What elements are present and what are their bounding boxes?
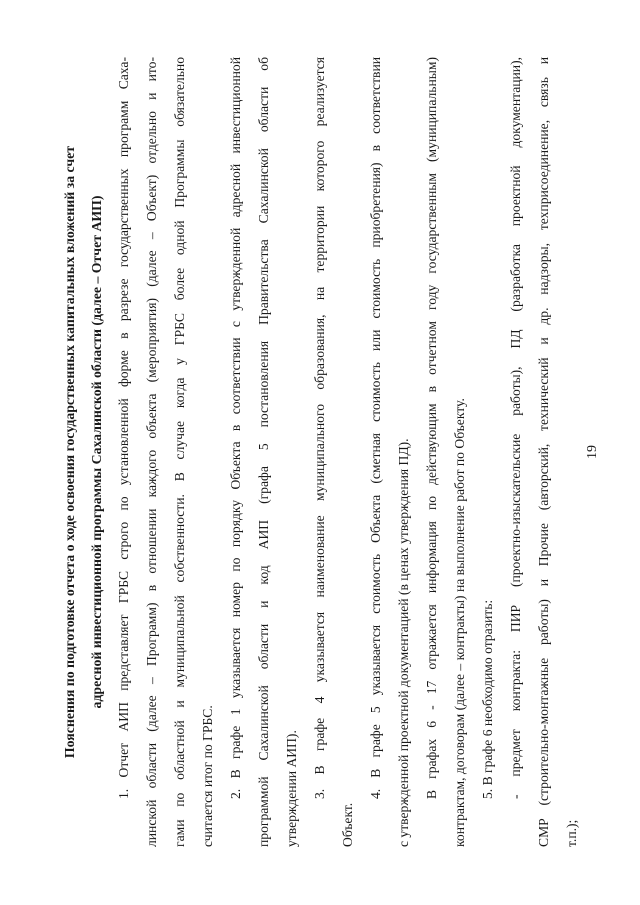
- paragraph-line: Объект.: [340, 802, 355, 847]
- paragraph-line: - предмет контракта: ПИР (проектно-изыскательские работы), ПД (разработка проектной документации),: [508, 57, 523, 799]
- page-number: 19: [585, 445, 600, 459]
- paragraph-line: В графах 6 - 17 отражается информация по действующим в отчетном году государственным (муниципальным): [424, 57, 439, 799]
- paragraph-line: контрактам, договорам (далее – контракты) на выполнение работ по Объекту.: [452, 398, 467, 847]
- document-title: [56, 57, 110, 847]
- title-line-1: Пояснения по подготовке отчета о ходе освоения государственных капитальных вложений за счет: [62, 145, 77, 759]
- paragraph-line: 5. В графе 6 необходимо отразить:: [480, 599, 495, 799]
- paragraph-line: с утвержденной проектной документацией (в ценах утверждения ПД).: [396, 438, 411, 847]
- rotated-content: [20, 37, 620, 867]
- paragraph-5: [418, 57, 474, 847]
- paragraph-line: гами по областной и муниципальной собственности. В случае когда у ГРБС более одной Программы обязательно: [172, 57, 187, 847]
- paragraph-1: [110, 57, 222, 847]
- paragraph-line: т.п.);: [564, 819, 579, 847]
- paragraph-line: утверждении АИП).: [284, 730, 299, 847]
- paragraph-line: 1. Отчет АИП представляет ГРБС строго по установленной форме в разрезе государственных программ Саха-: [116, 57, 131, 799]
- paragraph-line: программой Сахалинской области и код АИП (графа 5 постановления Правительства Сахалинской области об: [256, 57, 271, 847]
- paragraph-line: 4. В графе 5 указывается стоимость Объекта (сметная стоимость или стоимость приобретения) в соответствии: [368, 57, 383, 799]
- paragraph-line: линской области (далее – Программ) в отношении каждого объекта (мероприятия) (далее – Объект) отдельно и ито-: [144, 57, 159, 847]
- title-line-2: адресной инвестиционной программы Сахалинской области (далее – Отчет АИП): [89, 195, 104, 709]
- paragraph-line: считается итог по ГРБС.: [200, 705, 215, 847]
- paragraph-line: 3. В графе 4 указывается наименование муниципального образования, на территории которого реализуется: [312, 57, 327, 799]
- paragraph-line: 2. В графе 1 указывается номер по порядку Объекта в соответствии с утвержденной адресной инвестиционной: [228, 57, 243, 799]
- paragraph-6: [474, 57, 502, 847]
- paragraph-2: [222, 57, 306, 847]
- paragraph-7: [502, 57, 586, 847]
- paragraph-3: [306, 57, 362, 847]
- paragraph-4: [362, 57, 418, 847]
- paragraph-line: СМР (строительно-монтажные работы) и Прочие (авторский, технический и др. надзоры, техприсоединение, связь и: [536, 57, 551, 847]
- document-body: [56, 57, 586, 847]
